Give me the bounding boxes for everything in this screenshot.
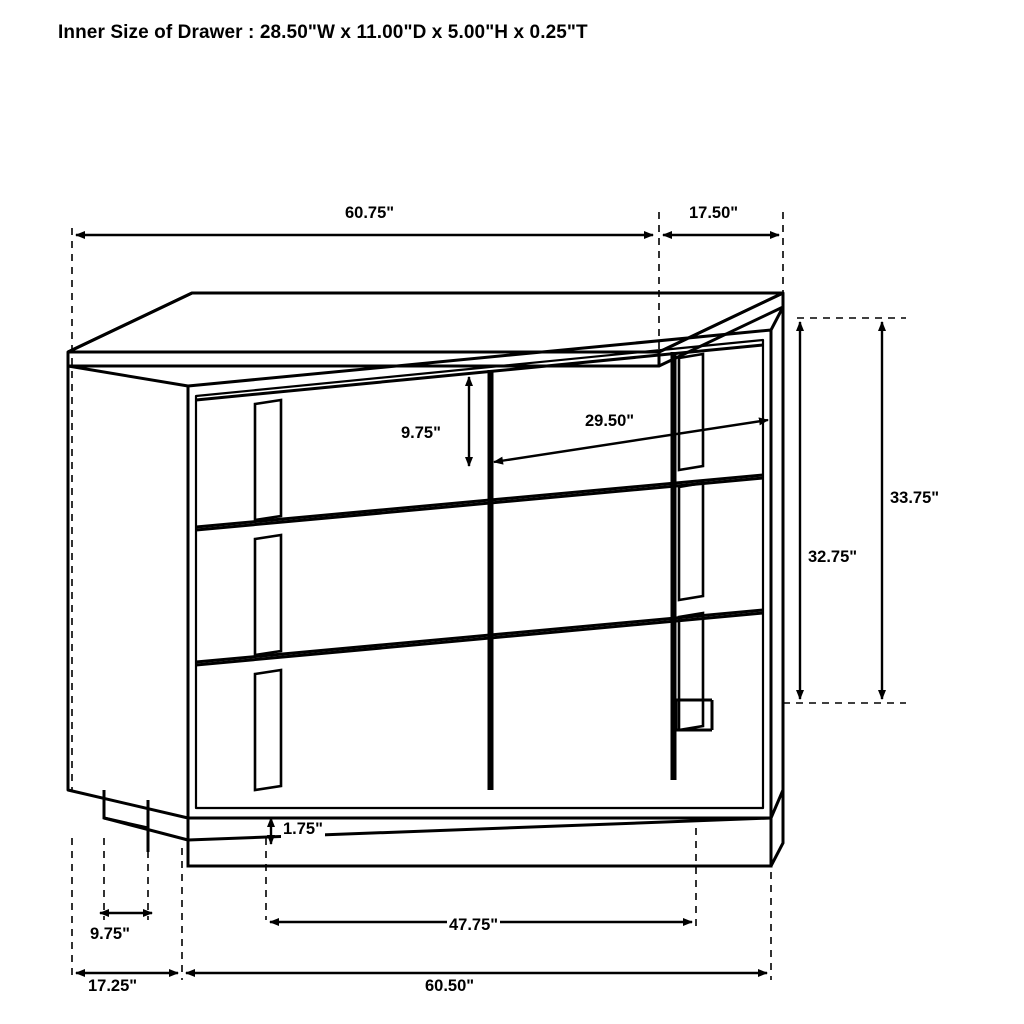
dim-leg-height: 1.75"	[283, 820, 323, 838]
dim-overall-height: 33.75"	[890, 489, 940, 507]
dim-base-inner-width: 47.75"	[449, 916, 499, 934]
dim-foot-depth: 9.75"	[90, 925, 130, 943]
dim-top-depth: 17.50"	[689, 204, 739, 222]
dim-base-width: 60.50"	[425, 977, 475, 995]
dim-base-depth: 17.25"	[88, 977, 138, 995]
dim-drawer-height: 9.75"	[401, 424, 441, 442]
dim-cabinet-height: 32.75"	[808, 548, 858, 566]
page-title: Inner Size of Drawer : 28.50"W x 11.00"D x 5.00"H x 0.25"T	[58, 22, 588, 43]
dim-drawer-width: 29.50"	[585, 412, 635, 430]
base-and-legs	[104, 700, 783, 866]
dim-top-width: 60.75"	[345, 204, 395, 222]
